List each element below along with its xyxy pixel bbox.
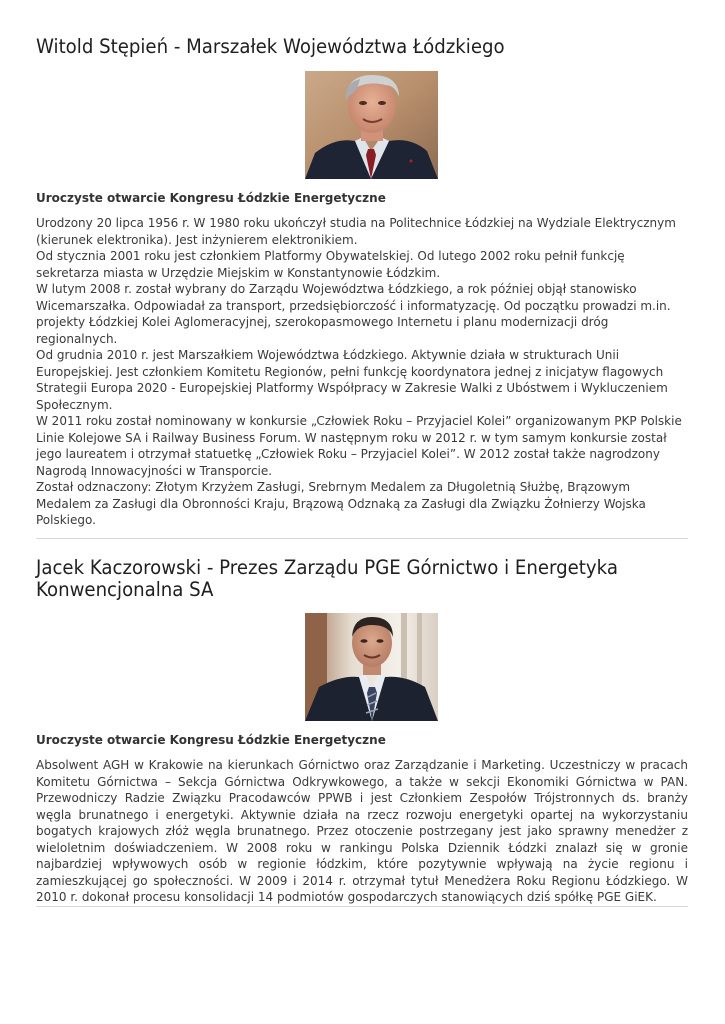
profile-title-line: Jacek Kaczorowski - Prezes Zarządu PGE Górnictwo i Energetyka bbox=[36, 556, 618, 579]
section-divider bbox=[36, 538, 688, 539]
bio-paragraph: W lutym 2008 r. został wybrany do Zarządu Województwa Łódzkiego, a rok później objął stanowisko Wicemarszałka. Odpowiadał za transport, przedsiębiorczość i informatyzację. Od początku prowadzi m.in. projekty Łódzkiej Kolei Aglomeracyjnej, szerokopasmowego Internetu i planu modernizacji dróg regionalnych. bbox=[36, 282, 671, 346]
section-divider bbox=[36, 906, 688, 907]
event-name: Uroczyste otwarcie Kongresu Łódzkie Energetyczne bbox=[36, 733, 386, 747]
bio-paragraph: Urodzony 20 lipca 1956 r. W 1980 roku ukończył studia na Politechnice Łódzkiej na Wydziale Elektrycznym (kierunek elektronika). Jest inżynierem elektronikiem. bbox=[36, 216, 676, 247]
bio-paragraph: Został odznaczony: Złotym Krzyżem Zasługi, Srebrnym Medalem za Długoletnią Służbę, Brązowym Medalem za Zasługi dla Obronności Kraju, Brązową Odznaką za Zasługi dla Związku Żołnierzy Wojska Polskiego. bbox=[36, 480, 646, 527]
bio-paragraph: W 2011 roku został nominowany w konkursie „Człowiek Roku – Przyjaciel Kolei” organizowanym PKP Polskie Linie Kolejowe SA i Railway Business Forum. W następnym roku w 2012 r. w tym samym konkursie został jego laureatem i otrzymał statuetkę „Człowiek Roku – Przyjaciel Kolei”. W 2012 został także nagrodzony Nagrodą Innowacyjności w Transporcie. bbox=[36, 414, 682, 478]
profile-title-line: Konwencjonalna SA bbox=[36, 578, 214, 601]
portrait-photo bbox=[305, 613, 438, 721]
profile-title: Witold Stępień - Marszałek Województwa Łódzkiego bbox=[36, 35, 505, 58]
profile-witold-stepien bbox=[36, 35, 688, 527]
profile-title bbox=[36, 557, 687, 601]
biography bbox=[36, 757, 688, 906]
event-name: Uroczyste otwarcie Kongresu Łódzkie Energetyczne bbox=[36, 191, 386, 205]
biography bbox=[36, 215, 688, 529]
bio-paragraph: Od stycznia 2001 roku jest członkiem Platformy Obywatelskiej. Od lutego 2002 roku pełnił funkcję sekretarza miasta w Urzędzie Miejskim w Konstantynowie Łódzkim. bbox=[36, 249, 625, 280]
bio-paragraph: Od grudnia 2010 r. jest Marszałkiem Województwa Łódzkiego. Aktywnie działa w strukturach Unii Europejskiej. Jest członkiem Komitetu Regionów, pełni funkcję koordynatora jednej z inicjatyw flagowych Strategii Europa 2020 - Europejskiej Platformy Współpracy w Zakresie Walki z Ubóstwem i Wykluczeniem Społecznym. bbox=[36, 348, 668, 412]
portrait-photo bbox=[305, 71, 438, 179]
profile-jacek-kaczorowski bbox=[36, 556, 688, 904]
bio-paragraph: Absolwent AGH w Krakowie na kierunkach Górnictwo oraz Zarządzanie i Marketing. Uczestniczy w pracach Komitetu Górnictwa – Sekcja Górnictwa Odkrywkowego, a także w sekcji Ekonomiki Górnictwa w PAN. Przewodniczy Radzie Związku Pracodawców PPWB i jest Członkiem Zespołów Trójstronnych ds. branży węgla brunatnego i energetyki. Aktywnie działa na rzecz rozwoju energetyki opartej na wykorzystaniu bogatych krajowych złóż węgla brunatnego. Przez otoczenie postrzegany jest jako sprawny menedżer z wieloletnim doświadczeniem. W 2008 roku w rankingu Polska Dziennik Łódzki znalazł się w gronie najbardziej wpływowych osób w regionie łódzkim, które pozytywnie wpływają na życie regionu i zamieszkującej go społeczności. W 2009 i 2014 r. otrzymał tytuł Menedżera Roku Regionu Łódzkiego. W 2010 r. dokonał procesu konsolidacji 14 podmiotów gospodarczych stanowiących dziś spółkę PGE GiEK. bbox=[36, 758, 688, 904]
